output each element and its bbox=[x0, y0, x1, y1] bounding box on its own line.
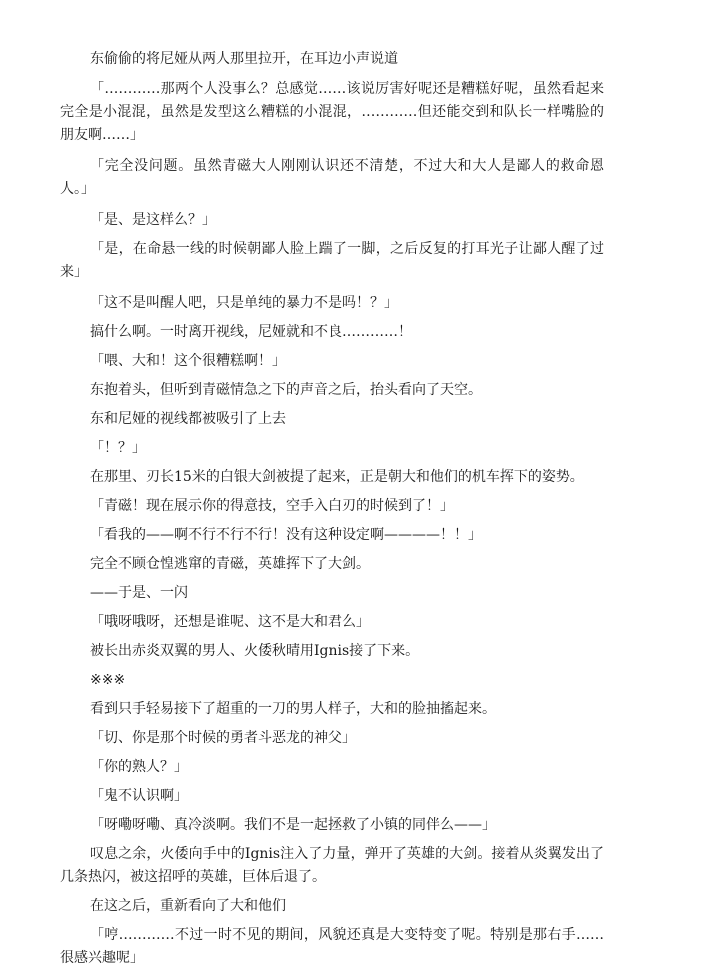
paragraph: 「鬼不认识啊」 bbox=[90, 788, 188, 804]
paragraph: 「！？」 bbox=[90, 440, 146, 456]
paragraph: 「呀嘞呀嘞、真冷淡啊。我们不是一起拯救了小镇的同伴么——」 bbox=[90, 817, 496, 833]
paragraph: 「你的熟人？」 bbox=[90, 759, 188, 775]
paragraph: 完全不顾仓惶逃窜的青磁，英雄挥下了大剑。 bbox=[90, 556, 370, 572]
novel-text-body bbox=[60, 48, 604, 970]
paragraph: 在那里、刃长15米的白银大剑被提了起来，正是朝大和他们的机车挥下的姿势。 bbox=[90, 469, 584, 485]
paragraph: 「哼…………不过一时不见的期间，风貌还真是大变特变了呢。特别是那右手……很感兴趣呢」 bbox=[60, 927, 604, 966]
paragraph: 「切、你是那个时候的勇者斗恶龙的神父」 bbox=[90, 730, 356, 746]
paragraph: 「喂、大和！这个很糟糕啊！」 bbox=[90, 353, 286, 369]
paragraph: 被长出赤炎双翼的男人、火倭秋晴用Ignis接了下来。 bbox=[90, 643, 420, 659]
paragraph: 看到只手轻易接下了超重的一刀的男人样子，大和的脸抽搐起来。 bbox=[90, 701, 496, 717]
paragraph: 东抱着头，但听到青磁情急之下的声音之后，抬头看向了天空。 bbox=[90, 382, 482, 398]
paragraph: 「青磁！现在展示你的得意技，空手入白刃的时候到了！」 bbox=[90, 498, 454, 514]
paragraph: ——于是、一闪 bbox=[90, 585, 188, 601]
paragraph: 「这不是叫醒人吧，只是单纯的暴力不是吗！？」 bbox=[90, 295, 398, 311]
paragraph: 「哦呀哦呀，还想是谁呢、这不是大和君么」 bbox=[90, 614, 370, 630]
paragraph: 「…………那两个人没事么？总感觉……该说厉害好呢还是糟糕好呢，虽然看起来完全是小混混，虽然是发型这么糟糕的小混混，…………但还能交到和队长一样嘴脸的朋友啊……」 bbox=[60, 81, 604, 143]
paragraph: 「是、是这样么？」 bbox=[90, 212, 216, 228]
paragraph: 在这之后，重新看向了大和他们 bbox=[90, 898, 286, 914]
paragraph: 东偷偷的将尼娅从两人那里拉开，在耳边小声说道 bbox=[90, 51, 398, 67]
paragraph: ※※※ bbox=[90, 672, 126, 688]
paragraph: 「完全没问题。虽然青磁大人刚刚认识还不清楚，不过大和大人是鄙人的救命恩人。」 bbox=[60, 158, 604, 197]
paragraph: 东和尼娅的视线都被吸引了上去 bbox=[90, 411, 286, 427]
paragraph: 「是，在命悬一线的时候朝鄙人脸上踹了一脚，之后反复的打耳光子让鄙人醒了过来」 bbox=[60, 241, 604, 280]
paragraph: 搞什么啊。一时离开视线，尼娅就和不良…………！ bbox=[90, 324, 412, 340]
paragraph: 叹息之余，火倭向手中的Ignis注入了力量，弹开了英雄的大剑。接着从炎翼发出了几条热闪，被这招呼的英雄，巨体后退了。 bbox=[60, 846, 604, 885]
paragraph: 「看我的——啊不行不行不行！没有这种设定啊————！！」 bbox=[90, 527, 482, 543]
